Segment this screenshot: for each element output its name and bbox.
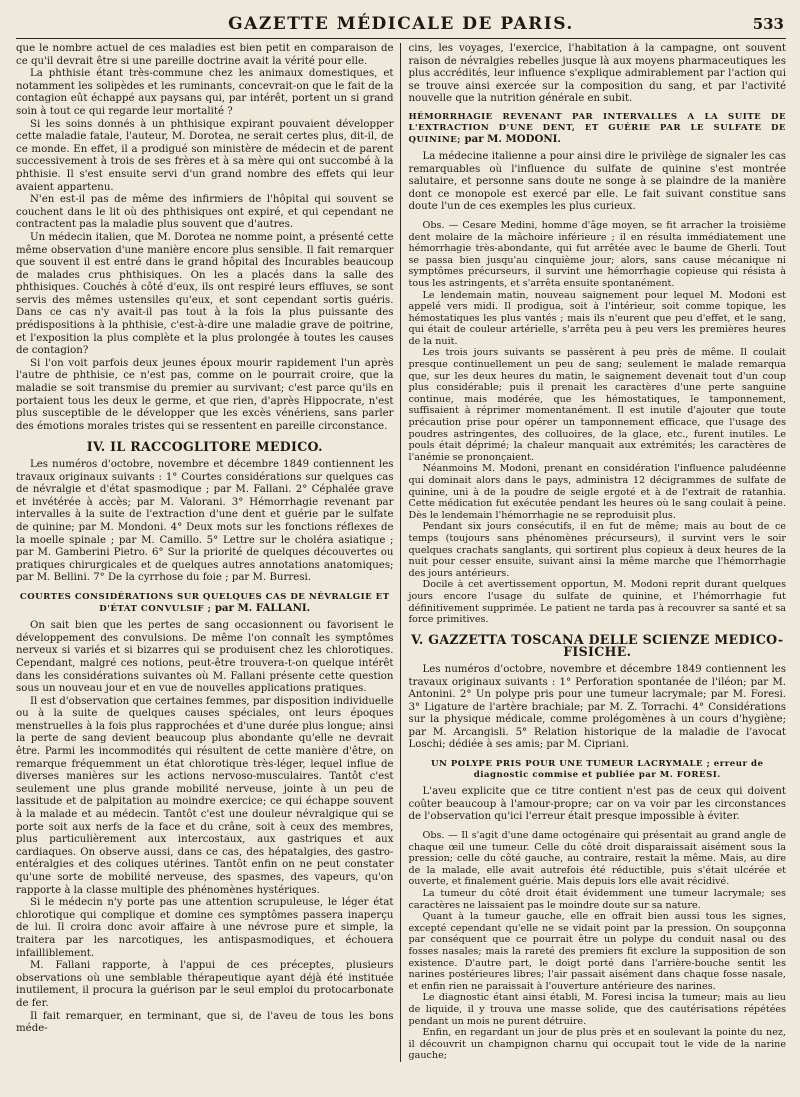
left-column [16,43,400,1062]
paragraph: La médecine italienne a pour ainsi dire le privilège de signaler les cas remarquables où l'influence du sulfate de quinine s'est montrée salutaire, et personne sans doute ne songe à se plaindre de la manière dont ce monopole est exercé par elle. Le fait suivant constitue sans doute l'un de ces exemples les plus curieux. [408,150,786,213]
paragraph: Les numéros d'octobre, novembre et décembre 1849 contiennent les travaux originaux suivants : 1° Courtes considérations sur quelques cas de névralgie et d'état spasmodique ; par M. Fallani. 2° Céphalée grave et invétérée à accès; par M. Valorani. 3° Hémorrhagie revenant par intervalles à la suite de l'extraction d'une dent et guérie par le sulfate de quinine; par M. Mondoni. 4° Deux mots sur les fonctions réflexes de la moelle spinale ; par M. Camillo. 5° Lettre sur le choléra asiatique ; par M. Gamberini Pietro. 6° Sur la priorité de quelques découvertes ou pratiques chirurgicales et de quelques autres annotations anatomiques; par M. Bellini. 7° De la cyrrhose du foie ; par M. Burresi. [16,459,394,584]
section-heading-v: V. GAZZETTA TOSCANA DELLE SCIENZE MEDICO-FISICHE. [411,631,784,660]
paragraph: M. Fallani rapporte, à l'appui de ces préceptes, plusieurs observations où une semblable thérapeutique ayant déjà été instituée inutilement, il procura la guérison par le seul emploi du protocarbonate de fer. [16,960,394,1009]
observation-paragraph: La tumeur du côté droit était évidemment une tumeur lacrymale; ses caractères ne laissaient pas le moindre doute sur sa nature. [408,888,786,911]
paragraph: Il fait remarquer, en terminant, que si, de l'aveu de tous les bons méde- [16,1010,394,1035]
paragraph: N'en est-il pas de même des infirmiers de l'hôpital qui souvent se couchent dans le lit où des phthisiques ont expiré, et qui cependant ne contractent pas la maladie plus souvent que d'autres. [16,194,394,231]
observation-paragraph: Enfin, en regardant un jour de plus près et en soulevant la pointe du nez, il découvrit un champignon charnu qui occupait tout le vide de la narine gauche; [408,1027,786,1062]
paragraph: cins, les voyages, l'exercice, l'habitation à la campagne, ont souvent raison de névralgies rebelles jusque là aux moyens pharmaceutiques les plus accrédités, leur influence s'explique admirablement par l'action qui se trouve ainsi exercée sur la composition du sang, et par l'activité nouvelle que la nutrition générale en subit. [408,43,786,105]
article-subheading: UN POLYPE PRIS POUR UNE TUMEUR LACRYMALE ; erreur de diagnostic commise et publiée par M. FORESI. [430,759,764,780]
observation-paragraph: Obs. — Il s'agit d'une dame octogénaire qui présentait au grand angle de chaque œil une tumeur. Celle du côté droit disparaissait aisément sous la pression; celle du côté gauche, au contraire, restait la même. Mais, au dire de la malade, elle avait autrefois été réductible, puis s'était ulcérée et ouverte, et finalement guérie. Mais depuis lors elle avait récidivé. [408,830,786,888]
observation-paragraph: Pendant six jours consécutifs, il en fut de même; mais au bout de ce temps (toujours sans phénomènes précurseurs), il survint vers le soir quelques crachats sanglants, qui sortirent plus copieux à deux heures de la nuit pour cesser ensuite, suivant ainsi la même marche que l'hémorrhagie des jours antérieurs. [408,521,786,579]
observation-paragraph: Néanmoins M. Modoni, prenant en considération l'influence paludéenne qui dominait alors dans le pays, administra 12 décigrammes de sulfate de quinine, uni à de la poudre de seigle ergoté et à de l'extrait de ratanhia. Cette médication fut exécutée pendant les heures où le sang coulait à peine. Dès le lendemain l'hémorrhagie ne se reproduisit plus. [408,463,786,521]
paragraph: Il est d'observation que certaines femmes, par disposition individuelle ou à la suite de quelques causes spéciales, ont leurs époques menstruelles à la fois plus rapprochées et d'une durée plus longue; ainsi la perte de sang devient beaucoup plus abondante qu'elle ne devrait être. Parmi les incommodités qui résultent de cette manière d'être, on remarque fréquemment un état chlorotique très-léger, lequel influe de diverses manières sur les actions nervoso-musculaires. Tantôt c'est seulement une plus grande mobilité nerveuse, jointe à un peu de lassitude et de palpitation au moindre exercice; ce qui échappe souvent à la malade et au médecin. Tantôt c'est une douleur névralgique qui se porte soit aux nerfs de la face et du crâne, soit à ceux des membres, plus particulièrement aux intercostaux, aux gastriques et aux cardiaques. On observe aussi, dans ce cas, des hépatalgies, des gastro-entéralgies et des coliques utérines. Tantôt enfin on ne peut constater qu'une sorte de mobilité nerveuse, des spasmes, des vapeurs, qu'on rapporte à la classe multiple des phénomènes hystériques. [16,695,394,896]
observation-paragraph: Quant à la tumeur gauche, elle en offrait bien aussi tous les signes, excepté cependant qu'elle ne se vidait point par la pression. On soupçonna par conséquent que ce pourrait être un polype du conduit nasal ou des fosses nasales; mais la rareté des premiers fit exclure la supposition de son existence. D'autre part, le doigt porté dans l'arrière-bouche sentit les narines postérieures libres; l'air passait aisément dans chaque fosse nasale, et enfin rien ne paraissait à l'ouverture antérieure des narines. [408,911,786,992]
paragraph: Si l'on voit parfois deux jeunes époux mourir rapidement l'un après l'autre de phthisie, ce n'est pas, comme on le pourrait croire, que la maladie se soit transmise du premier au survivant; c'est parce qu'ils en portaient tous les deux le germe, et que rien, d'après Hippocrate, n'est plus susceptible de le développer que les excès vénériens, sans parler des émotions morales tristes qui se ressentent en pareille circonstance. [16,357,394,432]
observation-paragraph: Le diagnostic étant ainsi établi, M. Foresi incisa la tumeur; mais au lieu de liquide, il y trouva une masse solide, que des cautérisations répétées pendant un mois ne purent détruire. [408,992,786,1027]
observation-paragraph: Docile à cet avertissement opportun, M. Modoni reprit durant quelques jours encore l'usage du sulfate de quinine, et l'hémorrhagie fut définitivement supprimée. Le patient ne tarda pas à recouvrer sa santé et sa force primitives. [408,579,786,626]
paragraph: Si le médecin n'y porte pas une attention scrupuleuse, le léger état chlorotique qui complique et domine ces symptômes passera inaperçu de lui. Il croira donc avoir affaire à une névrose pure et simple, la traitera par les narcotiques, les antispasmodiques, et échouera infailliblement. [16,897,394,959]
paragraph: que le nombre actuel de ces maladies est bien petit en comparaison de ce qu'il devrait être si une pareille doctrine avait la vérité pour elle. [16,43,394,67]
paragraph: On sait bien que les pertes de sang occasionnent ou favorisent le développement des convulsions. De même l'on connaît les symptômes nerveux si variés et si bizarres qui se produisent chez les chlorotiques. Cependant, malgré ces notions, peut-être trouvera-t-on quelque intérêt dans les considérations suivantes où M. Fallani présente cette question sous un nouveau jour et en vue de nouvelles applications pratiques. [16,620,394,695]
article-subheading [409,112,787,146]
paragraph: Les numéros d'octobre, novembre et décembre 1849 contiennent les travaux originaux suivants : 1° Perforation spontanée de l'iléon; par M. Antonini. 2° Un polype pris pour une tumeur lacrymale; par M. Foresi. 3° Ligature de l'artère brachiale; par M. Z. Torrachi. 4° Considérations sur la physique médicale, comme prolégomènes à un cours d'hygiène; par M. Arcangisli. 5° Relation historique de la maladie de l'avocat Loschi; dédiée à ses amis; par M. Cipriani. [408,663,786,751]
observation-paragraph: Les trois jours suivants se passèrent à peu près de même. Il coulait presque continuellement un peu de sang; seulement le malade remarqua que, sur les deux heures du matin, le saignement devenait tout d'un coup plus considérable; puis il prenait les caractères d'une perte sanguine continue, mais modérée, que les hémostatiques, le tamponnement, suffisaient à réprimer momentanément. Il est inutile d'ajouter que toute précaution prise pour opérer un tamponnement efficace, que l'usage des poudres astringentes, des colluoires, de la glace, etc., furent inutiles. Le pouls était déprimé; la chaleur manquait aux extrémités; les caractères de l'anémie se prononçaient. [408,347,786,463]
observation-paragraph: Le lendemain matin, nouveau saignement pour lequel M. Modoni est appelé vers midi. Il prodigua, soit à l'intérieur, soit comme topique, les hémostatiques les plus vantés ; mais ils n'eurent que peu d'effet, et le sang, qui était de couleur artérielle, s'arrêta peu à peu vers les premières heures de la nuit. [408,289,786,347]
article-subheading [16,592,394,614]
right-column [400,43,787,1062]
subheading-author: par M. FALLANI. [214,601,311,614]
paragraph: L'aveu explicite que ce titre contient n'est pas de ceux qui doivent coûter beaucoup à l'amour-propre; car on va voir par les circonstances de l'observation qu'ici l'erreur était presque impossible à éviter. [408,786,786,823]
columns [16,43,786,1062]
paragraph: Si les soins donnés à un phthisique expirant pouvaient développer cette maladie fatale, l'auteur, M. Dorotea, ne serait certes plus, dit-il, de ce monde. En effet, il a prodigué son ministère de médecin et de parent successivement à trois de ses frères et à sa mère qui ont succombé à la phthisie. Il s'est ensuite servi d'un grand nombre des effets qui leur avaient appartenu. [16,118,394,193]
page-number: 533 [752,15,784,33]
page-header [16,12,786,39]
subheading-author: par M. MODONI. [464,132,561,145]
paragraph: Un médecin italien, que M. Dorotea ne nomme point, a présenté cette même observation d'une manière encore plus sensible. Il fait remarquer que souvent il est entré dans le grand hôpital des Incurables beaucoup de malades crus phthisiques. On les a placés dans la salle des phthisiques. Couchés à côté d'eux, ils ont respiré leurs effluves, se sont servis des mêmes ustensiles qu'eux, et sont cependant sortis guéris. Dans ce cas n'y avait-il pas tout à la fois la plus puissante des prédispositions à la phthisie, c'est-à-dire une maladie grave de poitrine, et l'exposition la plus complète et la plus prolongée à toutes les causes de contagion? [16,231,394,357]
observation-paragraph: Obs. — Cesare Medini, homme d'âge moyen, se fit arracher la troisième dent molaire de la mâchoire inférieure ; il en résulta immédiatement une hémorrhagie très-abondante, qui fut arrêtée avec le baume de Gherli. Tout se passa bien jusqu'au cinquième jour; alors, sans cause mécanique ni symptômes précurseurs, il survint une hémorrhagie copieuse qui résista à tous les astringents, et s'arrêta ensuite spontanément. [408,219,786,289]
paragraph: La phthisie étant très-commune chez les animaux domestiques, et notamment les solipèdes et les ruminants, concevrait-on que le fait de la contagion eût échappé aux paysans qui, par intérêt, portent un si grand soin à tout ce qui regarde leur mortalité ? [16,68,394,117]
subheading-title: COURTES CONSIDÉRATIONS SUR QUELQUES CAS DE NÉVRALGIE ET D'ÉTAT CONVULSIF ; [19,591,390,614]
section-heading-iv: IV. IL RACCOGLITORE MEDICO. [86,439,323,455]
subheading-title: HÉMORRHAGIE REVENANT PAR INTERVALLES A LA SUITE DE L'EXTRACTION D'UNE DENT, ET GUÉRIE PAR LE SULFATE DE QUININE; [408,111,786,145]
masthead-title: GAZETTE MÉDICALE DE PARIS. [228,14,574,34]
